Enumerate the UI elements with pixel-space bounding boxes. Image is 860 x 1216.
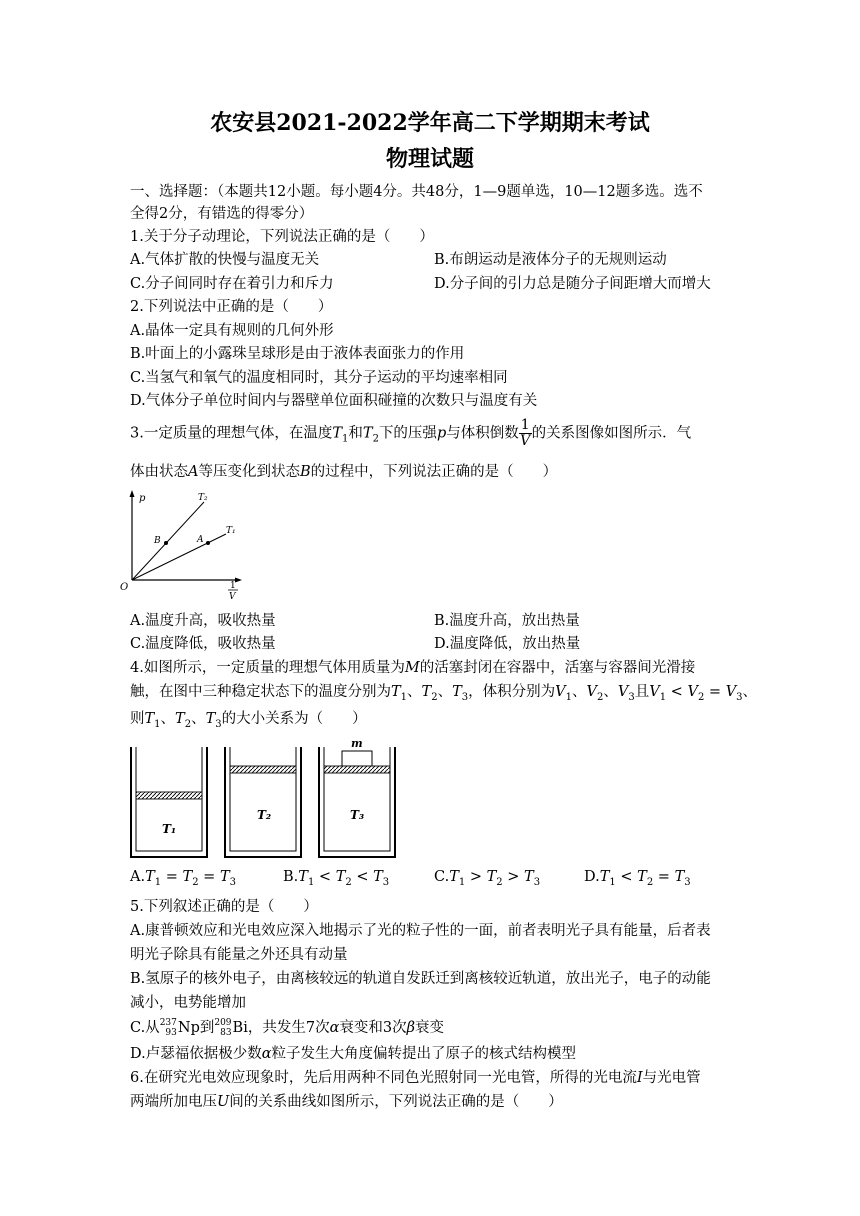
q3-option-c: C.温度降低，吸收热量	[130, 636, 276, 652]
container-2-label: T₂	[257, 808, 272, 822]
axis-one-label: 1	[230, 581, 236, 591]
state-b-point	[164, 541, 168, 545]
section-header-line1: 一、选择题：（本题共12小题。每小题4分。共48分，1—9题单选，10—12题多选。选不	[130, 184, 703, 200]
q3-stem-line1: 3.一定质量的理想气体，在温度$T_1$和$T_2$下的压强p与体积倒数 $\frac{1}{V}$ 的关系图像如图所示．气	[130, 417, 692, 449]
q5-stem: 5.下列叙述正确的是（ ）	[130, 899, 318, 915]
origin-label: O	[120, 582, 129, 593]
q3-stem-line2: 体由状态A等压变化到状态B的过程中，下列说法正确的是（ ）	[130, 464, 558, 480]
inverse-v-axis-arrow	[235, 578, 242, 583]
q3-option-d: D.温度降低，放出热量	[434, 636, 581, 652]
container-2	[225, 747, 301, 857]
q5-option-a-line2: 明光子除具有能量之外还具有动量	[130, 947, 348, 963]
state-a-label: A	[197, 535, 204, 545]
page-subtitle: 物理试题	[385, 146, 474, 172]
q2-option-d: D.气体分子单位时间内与器壁单位面积碰撞的次数只与温度有关	[130, 393, 538, 409]
bi-nuclide-numbers: 209 83	[214, 1018, 232, 1038]
q2-stem: 2.下列说法中正确的是（ ）	[130, 299, 333, 315]
q5-option-d: D.卢瑟福依据极少数α粒子发生大角度偏转提出了原子的核式结构模型	[130, 1046, 577, 1062]
piston-3	[324, 766, 390, 773]
t1-label: T₁	[226, 526, 236, 536]
mass-label: m	[351, 737, 363, 750]
q6-stem-line2: 两端所加电压U间的关系曲线如图所示，下列说法正确的是（ ）	[130, 1094, 563, 1110]
p-axis-arrow	[130, 490, 135, 497]
q5-option-b-line1: B.氢原子的核外电子，由离核较远的轨道自发跃迁到离核较近轨道，放出光子，电子的动能	[130, 971, 711, 987]
isotherm-t1	[132, 534, 226, 580]
page-title: 农安县2021-2022学年高二下学期期末考试	[210, 110, 650, 136]
q1-option-c: C.分子间同时存在着引力和斥力	[130, 276, 334, 292]
q2-option-b: B.叶面上的小露珠呈球形是由于液体表面张力的作用	[130, 346, 465, 362]
piston-1	[136, 792, 202, 799]
t2-label: T₂	[198, 493, 208, 503]
q1-option-a: A.气体扩散的快慢与温度无关	[130, 252, 320, 268]
q5-option-b-line2: 减小，电势能增加	[130, 995, 246, 1011]
container-1	[131, 747, 207, 857]
q3-option-b: B.温度升高，放出热量	[434, 613, 580, 629]
state-b-label: B	[154, 536, 161, 546]
q2-option-a: A.晶体一定具有规则的几何外形	[130, 323, 334, 339]
q4-option-a: $A.T_1 = T_2 = T_3$	[130, 869, 236, 888]
q4-option-d: $D.T_1 < T_2 = T_3$	[584, 869, 691, 888]
three-containers-diagram	[128, 733, 398, 863]
container-1-label: T₁	[162, 822, 177, 836]
q4-option-b: $B.T_1 < T_2 < T_3$	[283, 869, 390, 888]
container-3	[319, 737, 395, 857]
state-a-point	[206, 541, 210, 545]
q4-stem-line2: 触，在图中三种稳定状态下的温度分别为$T_1$、$T_2$、$T_3$，体积分别为$V_1$、$V_2$、$V_3$且$V_1 < V_2 = V_3$、	[130, 684, 758, 703]
q5-option-c: C.从 237 93 Np到 209 83 Bi，共发生7次α衰变和3次β衰变	[130, 1018, 444, 1038]
p-axis-label: p	[139, 493, 146, 504]
q5-option-a-line1: A.康普顿效应和光电效应深入地揭示了光的粒子性的一面，前者表明光子具有能量，后者表	[130, 923, 711, 939]
piston-2	[230, 766, 296, 773]
np-nuclide-numbers: 237 93	[159, 1018, 177, 1038]
mass-block	[342, 751, 372, 766]
q4-stem-line3: 则$T_1$、$T_2$、$T_3$的大小关系为（ ）	[130, 711, 367, 730]
isotherm-t2	[132, 502, 204, 580]
q6-stem-line1: 6.在研究光电效应现象时，先后用两种不同色光照射同一光电管，所得的光电流I与光电管	[130, 1070, 701, 1086]
q4-option-c: $C.T_1 > T_2 > T_3$	[434, 869, 541, 888]
q1-option-b: B.布朗运动是液体分子的无规则运动	[434, 252, 667, 268]
q1-option-d: D.分子间的引力总是随分子间距增大而增大	[434, 276, 711, 292]
q3-option-a: A.温度升高，吸收热量	[130, 613, 276, 629]
axis-v-label: V	[229, 592, 236, 602]
q4-stem-line1: 4.如图所示，一定质量的理想气体用质量为M的活塞封闭在容器中，活塞与容器间光滑接	[130, 660, 696, 676]
p-inverse-v-graph	[118, 488, 248, 604]
section-header-line2: 全得2分，有错选的得零分）	[130, 206, 314, 222]
container-3-label: T₃	[350, 808, 365, 822]
one-over-v-fraction: $\frac{1}{V}$	[520, 417, 531, 449]
q1-stem: 1.关于分子动理论，下列说法正确的是（ ）	[130, 229, 434, 245]
q2-option-c: C.当氢气和氧气的温度相同时，其分子运动的平均速率相同	[130, 370, 508, 386]
